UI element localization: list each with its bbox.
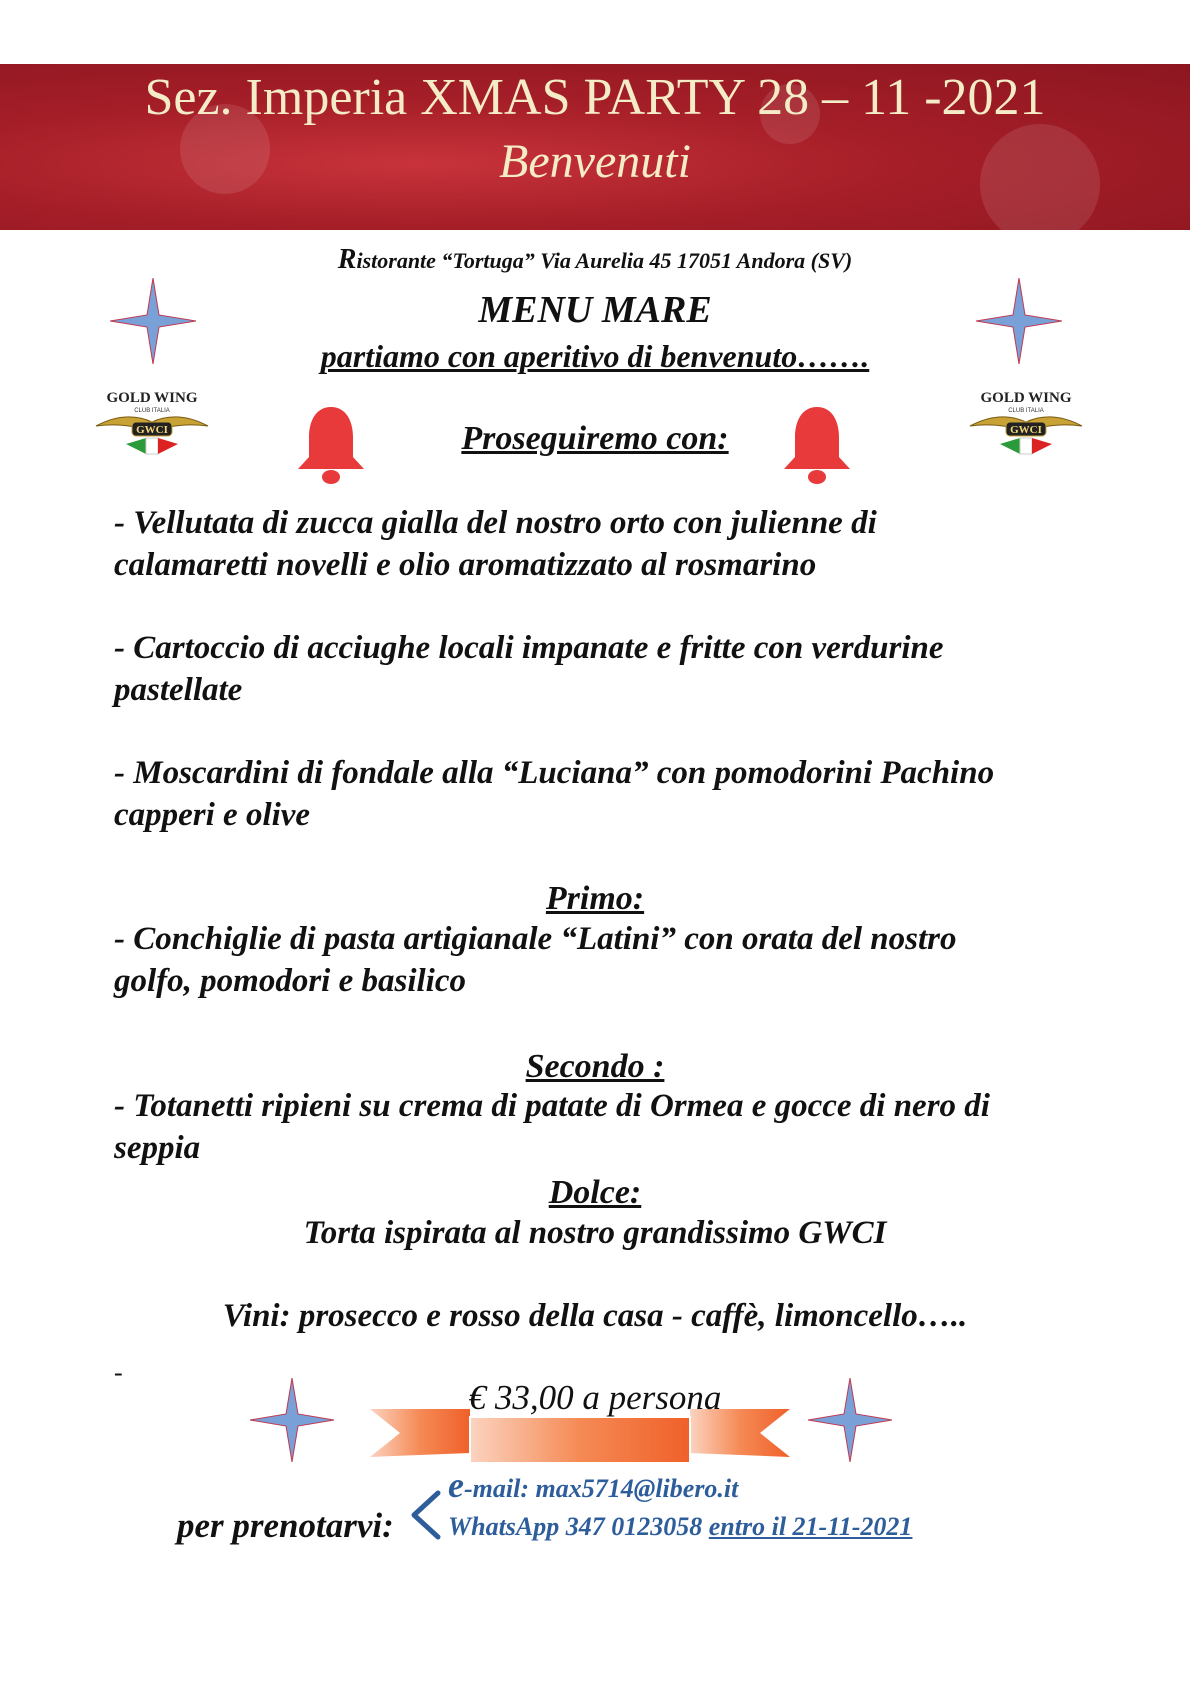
page-title: Sez. Imperia XMAS PARTY 28 – 11 -2021 [144,69,1046,126]
primo-heading: Primo: [545,880,645,917]
menu-item-line: - Cartoccio di acciughe locali impanate e fritte con verdurine [114,630,944,666]
whatsapp-text: WhatsApp 347 0123058 [448,1512,709,1541]
header-banner [0,64,1190,230]
aperitivo-line: partiamo con aperitivo di benvenuto……. [320,338,870,374]
menu-item-line: seppia [114,1130,201,1166]
whatsapp-contact [448,1512,912,1542]
menu-item [114,918,1094,1002]
menu-item-line: - Totanetti ripieni su crema di patate di Ormea e gocce di nero di [114,1088,990,1124]
dolce-heading: Dolce: [548,1174,642,1211]
dolce-item: Torta ispirata al nostro grandissimo GWCI [303,1215,887,1251]
proseguiremo-heading: Proseguiremo con: [461,420,729,457]
menu-item-line: pastellate [114,672,243,708]
email-text: -mail: max5714@libero.it [463,1474,739,1503]
menu-item-line: - Moscardini di fondale alla “Luciana” con pomodorini Pachino [114,755,995,791]
email-contact[interactable] [448,1464,738,1506]
menu-item-line: - Vellutata di zucca gialla del nostro orto con julienne di [114,505,877,541]
secondo-heading: Secondo : [525,1048,665,1085]
page-subtitle: Benvenuti [499,135,691,188]
logo-line2: CLUB ITALIA [1008,408,1044,414]
logo-line1: GOLD WING [980,390,1072,406]
booking-deadline: entro il 21-11-2021 [708,1512,913,1541]
vini-line: Vini: prosecco e rosso della casa - caffè, limoncello….. [222,1298,968,1334]
menu-title: MENU MARE [478,289,712,331]
logo-badge: GWCI [136,424,168,436]
logo-line2: CLUB ITALIA [134,408,170,414]
menu-item [114,1085,1094,1169]
menu-item-line: capperi e olive [114,797,311,833]
bracket-arrow-icon [408,1490,444,1540]
menu-item [114,752,1094,836]
logo-badge: GWCI [1010,424,1042,436]
venue-line [0,244,1190,276]
menu-item-line: - Conchiglie di pasta artigianale “Latini” con orata del nostro [114,921,957,957]
dash-separator: - [114,1358,123,1387]
menu-item-line: golfo, pomodori e basilico [114,963,466,999]
booking-label: per prenotarvi: [177,1506,394,1545]
menu-item [114,502,1094,586]
menu-item-line: calamaretti novelli e olio aromatizzato al rosmarino [114,547,817,583]
venue-initial: R [337,244,357,275]
price-label: € 33,00 a persona [468,1378,722,1417]
logo-line1: GOLD WING [106,390,198,406]
menu-item [114,627,1094,711]
venue-text: istorante “Tortuga” Via Aurelia 45 17051 Andora (SV) [356,248,853,273]
email-prefix: e [448,1465,464,1505]
